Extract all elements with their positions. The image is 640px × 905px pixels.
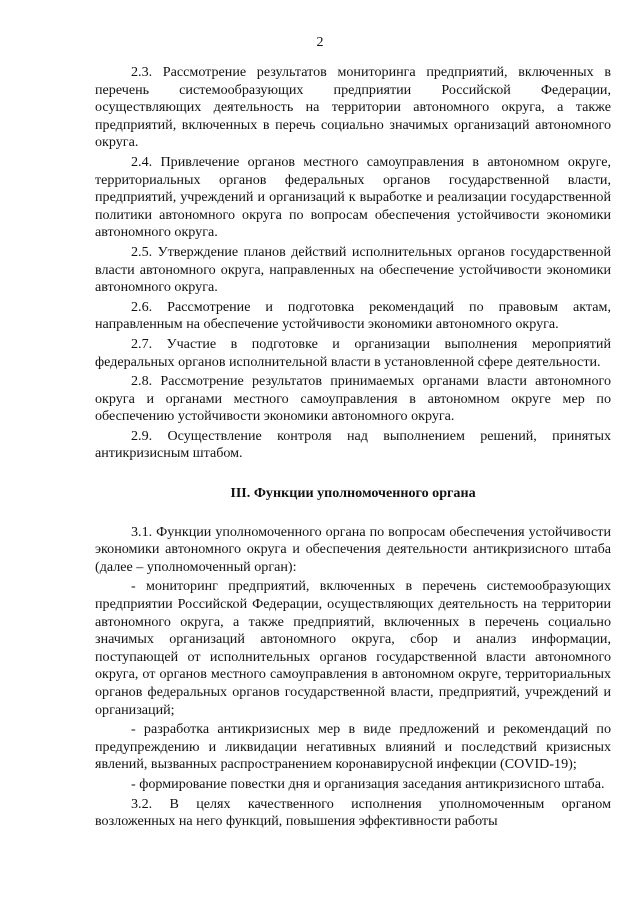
function-item-anticrisis-measures: - разработка антикризисных мер в виде предложений и рекомендаций по предупреждению и ликвидации негативных влияний и последствий кризисных явлений, вызванных распространением коронавирусной инфекции (COVID-19); (95, 721, 611, 773)
paragraph-2-3: 2.3. Рассмотрение результатов мониторинга предприятий, включенных в перечень системообразующих предприятии Российской Федерации, осуществляющих деятельность на территории автономного округа, а также предприятий, включенных в перечь социально значимых организаций автономного округа. (95, 64, 611, 151)
paragraph-3-1: 3.1. Функции уполномоченного органа по вопросам обеспечения устойчивости экономики автономного округа и обеспечения деятельности антикризисного штаба (далее – уполномоченный орган): (95, 523, 611, 575)
paragraph-2-4: 2.4. Привлечение органов местного самоуправления в автономном округе, территориальных органов федеральных органов государственной власти, предприятий, учреждений и организаций к выработке и реализации государственной политики автономного округа по вопросам обеспечения устойчивости экономики автономного округа. (95, 153, 611, 241)
paragraph-2-9: 2.9. Осуществление контроля над выполнением решений, принятых антикризисным штабом. (95, 427, 611, 462)
document-body (95, 64, 611, 831)
paragraph-2-6: 2.6. Рассмотрение и подготовка рекомендаций по правовым актам, направленным на обеспечение устойчивости экономики автономного округа. (95, 298, 611, 333)
paragraph-3-2: 3.2. В целях качественного исполнения уполномоченным органом возложенных на него функций, повышения эффективности работы (95, 795, 611, 830)
page-number: 2 (316, 35, 324, 50)
section-heading: III. Функции уполномоченного органа (230, 485, 476, 502)
function-item-monitoring: - мониторинг предприятий, включенных в перечень системообразующих предприятии Российской Федерации, осуществляющих деятельность на территории автономного округа, а также предприятий, включенных в перечень социально значимых организаций автономного округа, сбор и анализ информации, поступающей от исполнительных органов государственной власти автономного округа, от органов местного самоуправления в автономном округе, территориальных органов федеральных органов государственной власти, предприятий, учреждений и организаций; (95, 578, 611, 718)
function-item-agenda: - формирование повестки дня и организация заседания антикризисного штаба. (131, 775, 605, 792)
paragraph-2-7: 2.7. Участие в подготовке и организации выполнения мероприятий федеральных органов исполнительной власти в установленной сфере деятельности. (95, 335, 611, 370)
paragraph-2-5: 2.5. Утверждение планов действий исполнительных органов государственной власти автономного округа, направленных на обеспечение устойчивости экономики автономного округа. (95, 243, 611, 296)
paragraph-2-8: 2.8. Рассмотрение результатов принимаемых органами власти автономного округа и органами местного самоуправления в автономном округе мер по обеспечению устойчивости экономики автономного округа. (95, 373, 611, 425)
